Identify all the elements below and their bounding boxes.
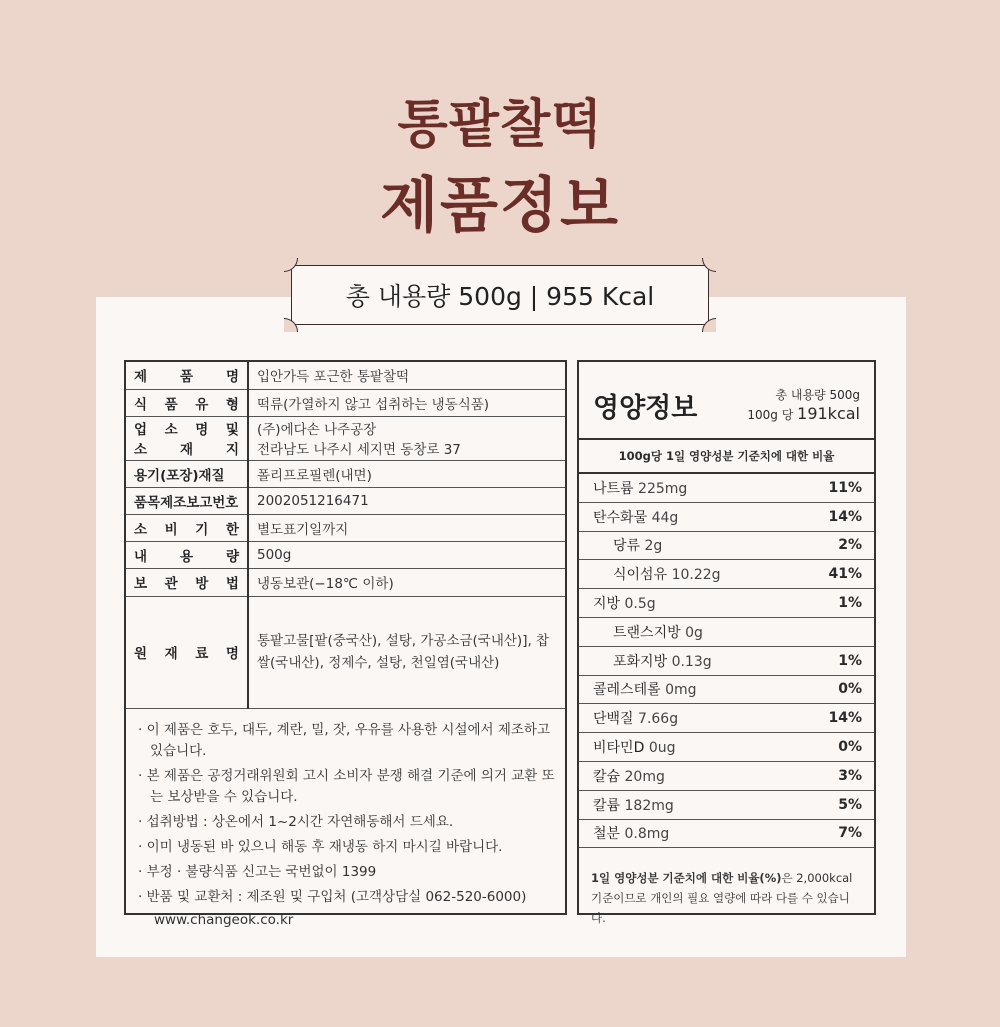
info-value: 별도표기일까지 bbox=[248, 514, 565, 541]
info-key-char: 지 bbox=[225, 442, 239, 458]
nutrient-label bbox=[593, 507, 678, 527]
nutrition-row bbox=[579, 676, 874, 705]
nutrition-table bbox=[577, 360, 876, 926]
info-key-char: 제 bbox=[134, 369, 148, 386]
nutrient-percent: 14% bbox=[828, 710, 862, 727]
info-key bbox=[126, 487, 248, 514]
info-key-char: 기 bbox=[195, 521, 209, 538]
nutrient-name: 탄수화물 bbox=[593, 509, 648, 526]
nutrient-percent: 1% bbox=[838, 652, 862, 669]
info-key-char: 량 bbox=[225, 548, 239, 565]
info-key bbox=[126, 514, 248, 541]
info-key-char: 용기(포장)재질 bbox=[134, 467, 225, 484]
nutrient-label bbox=[613, 622, 703, 642]
info-key-label bbox=[134, 464, 239, 484]
nutrient-name: 트랜스지방 bbox=[613, 624, 681, 641]
nutrient-label bbox=[593, 593, 656, 613]
nutrient-name: 철분 bbox=[593, 826, 621, 843]
nutrient-name: 나트륨 bbox=[593, 480, 634, 497]
nutrient-name: 당류 bbox=[613, 538, 641, 555]
info-row bbox=[126, 514, 565, 541]
nutrient-label bbox=[593, 823, 669, 843]
info-value: 500g bbox=[248, 541, 565, 568]
info-row bbox=[126, 362, 565, 389]
nutrient-amount: 0mg bbox=[665, 682, 697, 699]
nutrient-label bbox=[613, 564, 721, 584]
info-row bbox=[126, 460, 565, 487]
notice-item: · 본 제품은 공정거래위원회 고시 소비자 분쟁 해결 기준에 의거 교환 또는 보상받을 수 있습니다. bbox=[138, 768, 555, 805]
nutrient-label bbox=[613, 535, 662, 555]
nutrient-name: 식이섬유 bbox=[613, 567, 668, 584]
info-key-char: 한 bbox=[225, 521, 239, 538]
nutrient-name: 비타민D bbox=[593, 740, 645, 757]
nutrition-ref-label: 100g당 1일 영양성분 기준치에 대한 비율 bbox=[579, 440, 874, 474]
info-key bbox=[126, 416, 248, 460]
product-info-heading: 제품정보 bbox=[380, 171, 620, 241]
nutrient-amount: 0g bbox=[685, 624, 703, 641]
info-key-char: 유 bbox=[195, 396, 209, 413]
nutrient-amount: 0.8mg bbox=[624, 826, 670, 843]
info-key-char: 품 bbox=[179, 369, 194, 386]
info-value-line: (주)에다손 나주공장 bbox=[257, 422, 377, 438]
info-key-label bbox=[134, 491, 239, 511]
nutrient-name: 포화지방 bbox=[613, 653, 668, 670]
info-key-char: 용 bbox=[179, 548, 194, 565]
nutrient-label bbox=[613, 651, 712, 671]
info-key-char: 재 bbox=[179, 442, 194, 458]
info-key-char: 내 bbox=[134, 548, 148, 565]
nutrient-amount: 0.13g bbox=[671, 653, 712, 670]
info-key-char: 원 bbox=[134, 646, 148, 662]
info-key-char: 및 bbox=[225, 422, 239, 438]
nutrient-percent: 11% bbox=[828, 479, 862, 496]
info-row bbox=[126, 541, 565, 568]
nutrition-row bbox=[579, 589, 874, 618]
nutrition-row bbox=[579, 503, 874, 532]
nutrient-percent: 0% bbox=[838, 739, 862, 756]
info-value: 폴리프로필렌(내면) bbox=[248, 460, 565, 487]
footnote-rest: 은 2,000kcal 기준이므로 개인의 필요 열량에 따라 다를 수 있습니다. bbox=[591, 871, 853, 926]
per-prefix: 100g 당 bbox=[747, 408, 794, 422]
notice-item: · 섭취방법 : 상온에서 1~2시간 자연해동해서 드세요. bbox=[138, 814, 454, 830]
info-key-char: 법 bbox=[225, 576, 239, 592]
nutrition-total: 총 내용량 500g bbox=[775, 388, 860, 402]
info-key-char: 업 bbox=[134, 422, 148, 438]
nutrition-footnote bbox=[579, 848, 874, 928]
notice-item: · 반품 및 교환처 : 제조원 및 구입처 (고객상담실 062-520-6000) bbox=[138, 889, 527, 905]
info-key-char: 소 bbox=[134, 442, 148, 458]
info-key-char: 명 bbox=[195, 422, 209, 438]
info-key-label bbox=[134, 518, 239, 538]
info-key-char: 명 bbox=[225, 369, 239, 386]
product-info-table bbox=[124, 360, 567, 928]
nutrient-name: 콜레스테롤 bbox=[593, 682, 661, 699]
info-key-char: 소 bbox=[134, 521, 148, 538]
info-key-label bbox=[134, 365, 239, 385]
nutrition-title: 영양정보 bbox=[593, 393, 698, 424]
info-key-label bbox=[134, 545, 239, 565]
footnote-bold: 1일 영양성분 기준치에 대한 비율(%) bbox=[591, 871, 782, 886]
nutrient-amount: 2g bbox=[644, 538, 663, 555]
info-key-label bbox=[134, 572, 239, 592]
notice-item: · 이 제품은 호두, 대두, 계란, 밀, 잣, 우유를 사용한 시설에서 제조하고 있습니다. bbox=[138, 722, 551, 759]
info-key-char: 방 bbox=[195, 576, 209, 592]
badge-corner-bl bbox=[284, 318, 298, 332]
info-key-char: 식 bbox=[134, 396, 148, 413]
info-key bbox=[126, 541, 248, 568]
nutrient-percent: 2% bbox=[838, 537, 862, 554]
info-key bbox=[126, 568, 248, 596]
nutrient-amount: 182mg bbox=[624, 797, 674, 814]
info-key-char: 재 bbox=[164, 646, 178, 662]
product-name-heading: 통팥찰떡 bbox=[397, 95, 603, 155]
nutrient-percent: 7% bbox=[838, 825, 862, 842]
nutrient-label bbox=[593, 478, 687, 498]
nutrient-amount: 0.5g bbox=[624, 596, 656, 613]
nutrient-label bbox=[593, 679, 697, 699]
info-value: 통팥고물[팥(중국산), 설탕, 가공소금(국내산)], 찹쌀(국내산), 정제수, 설탕, 천일염(국내산) bbox=[248, 596, 565, 708]
info-row bbox=[126, 568, 565, 596]
nutrient-label bbox=[593, 795, 674, 815]
info-key bbox=[126, 362, 248, 389]
badge-text: 총 내용량 500g | 955 Kcal bbox=[345, 282, 655, 311]
nutrient-name: 지방 bbox=[593, 596, 621, 613]
nutrition-row bbox=[579, 820, 874, 849]
nutrient-label bbox=[593, 766, 665, 786]
nutrition-row bbox=[579, 560, 874, 589]
nutrient-amount: 0ug bbox=[648, 740, 676, 757]
nutrition-per-100g bbox=[747, 404, 860, 423]
info-value-line: 전라남도 나주시 세지면 동창로 37 bbox=[257, 442, 461, 458]
nutrient-label bbox=[593, 737, 675, 757]
info-value: 냉동보관(−18℃ 이하) bbox=[248, 568, 565, 596]
info-row bbox=[126, 389, 565, 416]
nutrition-row bbox=[579, 474, 874, 503]
info-key-char: 품목제조보고번호 bbox=[134, 494, 239, 511]
info-key-char: 명 bbox=[225, 646, 239, 662]
badge-corner-br bbox=[702, 318, 716, 332]
nutrient-name: 칼륨 bbox=[593, 797, 621, 814]
info-key-char: 형 bbox=[225, 396, 239, 413]
notice-list bbox=[126, 706, 565, 931]
nutrient-amount: 10.22g bbox=[671, 567, 721, 584]
nutrient-amount: 225mg bbox=[638, 480, 688, 497]
info-row bbox=[126, 596, 565, 708]
nutrient-percent: 5% bbox=[838, 796, 862, 813]
info-key bbox=[126, 460, 248, 487]
nutrition-row bbox=[579, 532, 874, 561]
nutrient-percent: 3% bbox=[838, 767, 862, 784]
nutrition-row bbox=[579, 733, 874, 762]
nutrient-amount: 44g bbox=[651, 509, 679, 526]
nutrition-row bbox=[579, 618, 874, 647]
nutrition-header bbox=[579, 362, 874, 440]
nutrient-percent: 14% bbox=[828, 508, 862, 525]
nutrition-row bbox=[579, 762, 874, 791]
nutrient-name: 칼슘 bbox=[593, 768, 621, 785]
info-key-char: 관 bbox=[164, 576, 178, 592]
nutrient-percent: 0% bbox=[838, 681, 862, 698]
info-value: 입안가득 포근한 통팥찰떡 bbox=[248, 362, 565, 389]
info-key-label bbox=[134, 393, 239, 413]
info-key-char: 료 bbox=[195, 646, 209, 662]
info-value: 떡류(가열하지 않고 섭취하는 냉동식품) bbox=[248, 389, 565, 416]
info-key-char: 비 bbox=[164, 521, 178, 538]
info-key-label bbox=[134, 418, 239, 438]
total-content-badge bbox=[291, 265, 709, 325]
info-key bbox=[126, 596, 248, 708]
info-row bbox=[126, 416, 565, 460]
badge-corner-tr bbox=[702, 258, 716, 272]
info-key-char: 보 bbox=[134, 576, 148, 592]
notice-item: · 이미 냉동된 바 있으니 해동 후 재냉동 하지 마시길 바랍니다. bbox=[138, 839, 503, 855]
nutrition-row bbox=[579, 704, 874, 733]
info-key bbox=[126, 389, 248, 416]
nutrient-percent: 1% bbox=[838, 595, 862, 612]
info-key-label bbox=[134, 642, 239, 662]
per-kcal: 191kcal bbox=[797, 404, 860, 423]
info-key-label bbox=[134, 438, 239, 458]
info-key-char: 품 bbox=[164, 396, 178, 413]
nutrient-name: 단백질 bbox=[593, 711, 634, 728]
info-row bbox=[126, 487, 565, 514]
info-value bbox=[248, 416, 565, 460]
nutrient-amount: 20mg bbox=[624, 768, 665, 785]
info-key-char: 소 bbox=[164, 422, 178, 438]
nutrient-percent: 41% bbox=[828, 566, 862, 583]
nutrition-row bbox=[579, 647, 874, 676]
nutrition-row bbox=[579, 791, 874, 820]
nutrient-amount: 7.66g bbox=[638, 711, 679, 728]
website-link[interactable]: www.changeok.co.kr bbox=[154, 912, 294, 928]
info-value: 2002051216471 bbox=[248, 487, 565, 514]
nutrient-label bbox=[593, 708, 678, 728]
notice-item: · 부정 · 불량식품 신고는 국번없이 1399 bbox=[138, 864, 377, 880]
badge-corner-tl bbox=[284, 258, 298, 272]
